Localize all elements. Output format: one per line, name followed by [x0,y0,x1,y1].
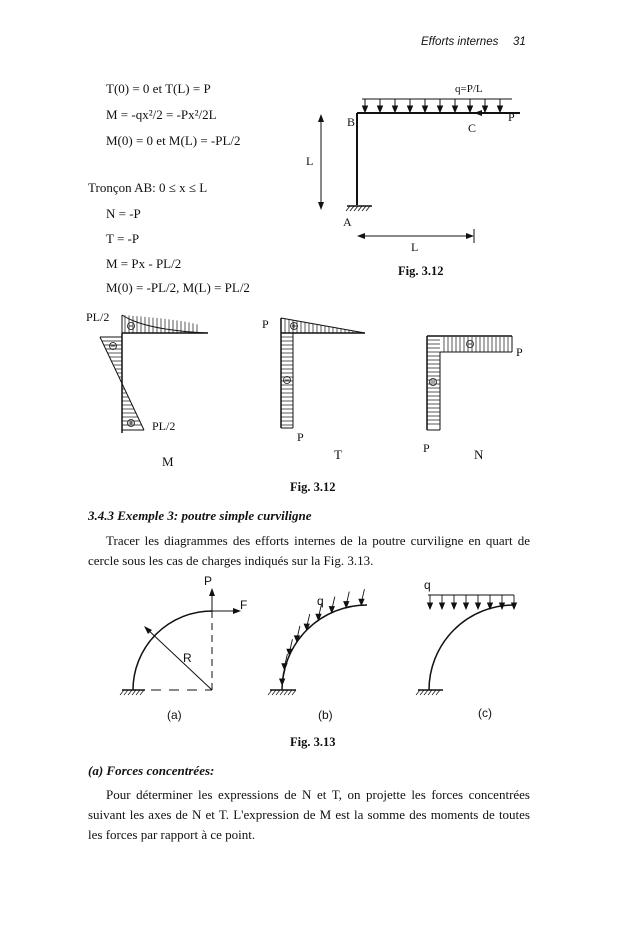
m-diagram-title: M [162,454,174,469]
case-b-label: (b) [318,708,333,722]
equation-line: M(0) = -PL/2, M(L) = PL/2 [106,280,250,295]
load-arrowhead [282,664,287,670]
load-arrowhead [440,603,445,609]
case-a-label: (a) [167,708,182,722]
n-right-label: P [516,345,523,359]
load-arrowhead [359,599,364,605]
m-top-label: PL/2 [86,310,110,324]
figure-caption: Fig. 3.12 [398,264,444,278]
section-paragraph-text: Tracer les diagrammes des efforts internes de la poutre curviligne en quart de cercle sous les cas de charges indiqués sur la Fig. 3.13. [88,533,530,568]
troncon-title: Tronçon AB: 0 ≤ x ≤ L [88,180,208,195]
subsection-heading: (a) Forces concentrées: [88,763,215,778]
load-arrowhead [476,603,481,609]
t-bottom-label: P [297,430,304,444]
node-label-a: A [343,215,352,229]
subsection-paragraph [88,785,530,845]
n-diagram-title: N [474,447,484,462]
load-arrowhead [512,603,517,609]
node-label-b: B [347,115,356,129]
case-c [416,595,517,695]
running-header-title: Efforts internes [421,36,499,48]
equation-line: N = -P [106,206,141,221]
case-a-radius-r: R [183,651,192,665]
load-arrowhead [280,679,285,685]
section-heading: 3.4.3 Exemple 3: poutre simple curviligne [88,508,312,523]
load-arrowhead [452,603,457,609]
load-label-p: P [508,110,515,124]
case-c-label: (c) [478,706,492,720]
case-a [120,588,241,695]
m-bottom-label: PL/2 [152,419,176,433]
dimension-label-l: L [411,240,419,254]
page-number: 31 [513,36,526,48]
t-top-label: P [262,317,269,331]
equation-line: T(0) = 0 et T(L) = P [106,81,211,96]
case-c-load-q: q [424,578,431,592]
load-arrowhead [428,603,433,609]
t-diagram-title: T [334,447,342,462]
figure-caption: Fig. 3.12 [290,480,336,494]
dimension-label-l: L [306,154,314,168]
equation-line: M(0) = 0 et M(L) = -PL/2 [106,133,241,148]
n-bottom-label: P [423,441,430,455]
case-a-load-f: F [240,598,248,612]
node-label-c: C [468,121,477,135]
subsection-paragraph-text: Pour déterminer les expressions de N et T, on projette les forces concentrées suivant les axes de N et T. L'expression de M est la somme des moments de toutes les forces par rapport à ce point. [88,787,530,842]
load-arrowhead [464,603,469,609]
equation-line: M = Px - PL/2 [106,256,182,271]
case-b-load-q: q [317,594,324,608]
equation-line: M = -qx²/2 = -Px²/2L [106,107,217,122]
load-label: q=P/L [455,83,483,95]
case-a-load-p: P [204,574,213,588]
equation-line: T = -P [106,231,140,246]
figure-caption: Fig. 3.13 [290,735,336,749]
